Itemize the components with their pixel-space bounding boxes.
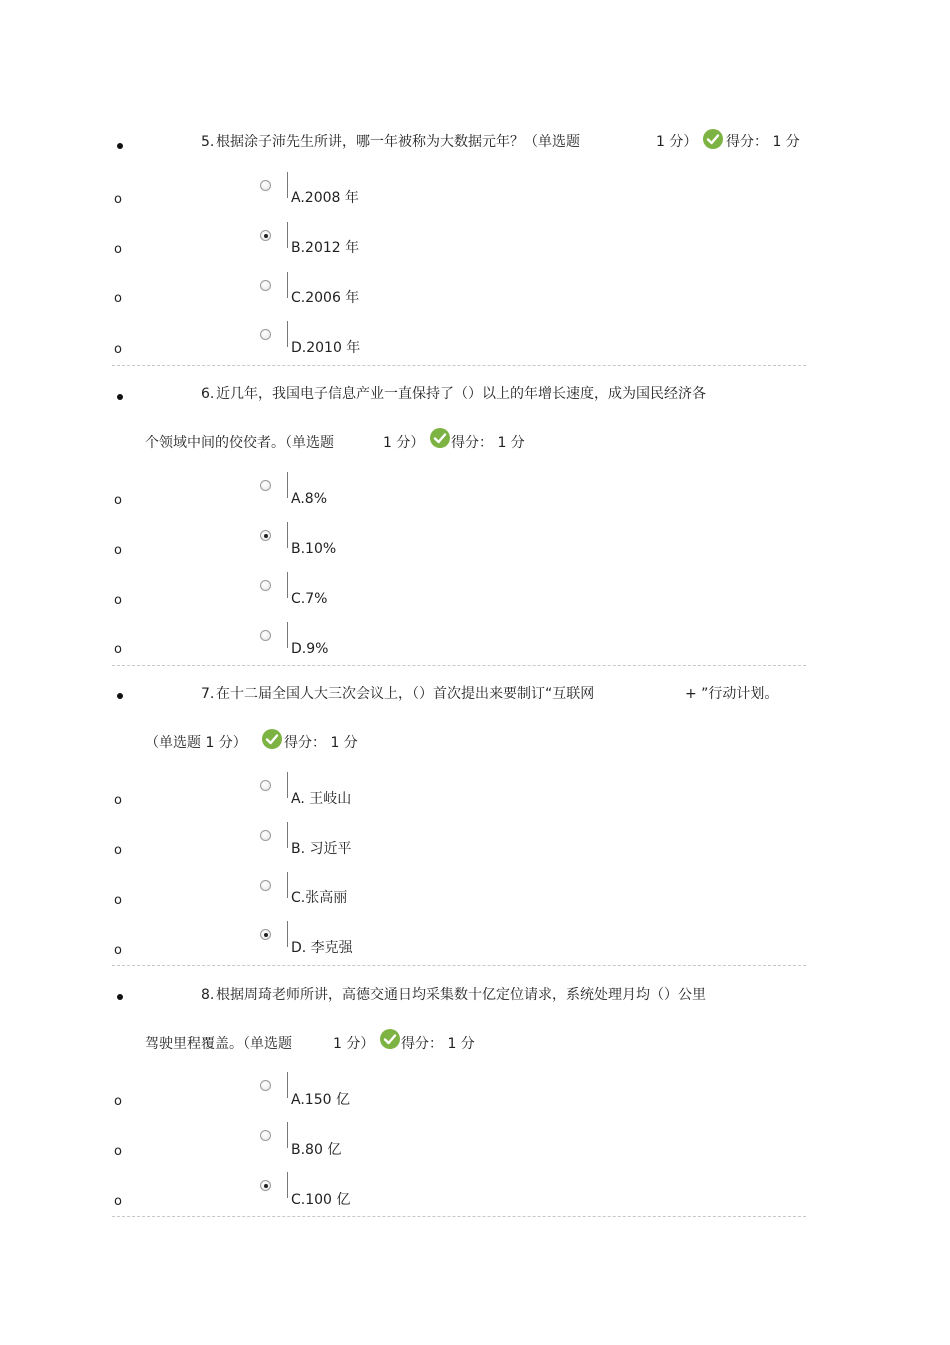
option-divider <box>287 321 288 347</box>
option-divider <box>287 522 288 548</box>
option-b-label: B.10% <box>291 541 337 557</box>
question-7-type-points: （单选题 1 分） <box>145 735 247 751</box>
question-6-points: 1 分） <box>383 435 425 451</box>
bullet-icon <box>117 143 123 149</box>
question-5-number: 5. <box>201 134 215 150</box>
option-divider <box>287 222 288 248</box>
bullet-icon <box>117 994 123 1000</box>
option-divider <box>287 921 288 947</box>
option-a-label: A.2008 年 <box>291 190 359 206</box>
option-d-label: D.9% <box>291 641 329 657</box>
option-a-label: A.8% <box>291 491 327 507</box>
question-8-text: 根据周琦老师所讲，高德交通日均采集数十亿定位请求，系统处理月均（）公里 <box>216 987 706 1003</box>
radio-option-b-selected[interactable] <box>260 530 271 541</box>
option-divider <box>287 572 288 598</box>
question-8-number: 8. <box>201 987 215 1003</box>
divider <box>112 965 806 966</box>
list-marker: o <box>114 192 122 207</box>
list-marker: o <box>114 943 122 958</box>
bullet-icon <box>117 693 123 699</box>
option-divider <box>287 472 288 498</box>
list-marker: o <box>114 242 122 257</box>
question-5-score: 得分： 1 分 <box>726 134 800 150</box>
check-circle-icon <box>703 129 723 149</box>
question-7-text: 在十二届全国人大三次会议上，（）首次提出来要制订“互联网 <box>216 686 595 702</box>
option-a-label: A. 王岐山 <box>291 791 352 807</box>
option-divider <box>287 172 288 198</box>
option-divider <box>287 772 288 798</box>
question-7-score: 得分： 1 分 <box>284 735 358 751</box>
bullet-icon <box>117 394 123 400</box>
option-d-label: D. 李克强 <box>291 940 353 956</box>
divider <box>112 665 806 666</box>
radio-option-c-selected[interactable] <box>260 1180 271 1191</box>
radio-option-a[interactable] <box>260 1080 271 1091</box>
radio-option-a[interactable] <box>260 180 271 191</box>
radio-option-a[interactable] <box>260 480 271 491</box>
question-7-text-tail: + ”行动计划。 <box>685 686 779 702</box>
list-marker: o <box>114 1144 122 1159</box>
option-d-label: D.2010 年 <box>291 340 361 356</box>
radio-option-b[interactable] <box>260 1130 271 1141</box>
option-divider <box>287 822 288 848</box>
radio-option-a[interactable] <box>260 780 271 791</box>
check-circle-icon <box>380 1029 400 1049</box>
question-5-points: 1 分） <box>656 134 698 150</box>
divider <box>112 365 806 366</box>
radio-option-c[interactable] <box>260 880 271 891</box>
option-divider <box>287 622 288 648</box>
question-8-score: 得分： 1 分 <box>401 1036 475 1052</box>
list-marker: o <box>114 793 122 808</box>
option-divider <box>287 272 288 298</box>
list-marker: o <box>114 493 122 508</box>
radio-option-d[interactable] <box>260 630 271 641</box>
option-divider <box>287 1122 288 1148</box>
list-marker: o <box>114 543 122 558</box>
option-divider <box>287 1072 288 1098</box>
question-7-number: 7. <box>201 686 215 702</box>
list-marker: o <box>114 342 122 357</box>
radio-option-c[interactable] <box>260 580 271 591</box>
list-marker: o <box>114 642 122 657</box>
list-marker: o <box>114 291 122 306</box>
radio-option-b-selected[interactable] <box>260 230 271 241</box>
radio-option-b[interactable] <box>260 830 271 841</box>
list-marker: o <box>114 843 122 858</box>
question-8-text-cont: 驾驶里程覆盖。（单选题 <box>145 1036 292 1052</box>
list-marker: o <box>114 1094 122 1109</box>
radio-option-c[interactable] <box>260 280 271 291</box>
check-circle-icon <box>262 729 282 749</box>
question-6-text: 近几年，我国电子信息产业一直保持了（）以上的年增长速度，成为国民经济各 <box>216 386 706 402</box>
option-divider <box>287 872 288 898</box>
option-c-label: C.7% <box>291 591 328 607</box>
check-circle-icon <box>430 428 450 448</box>
list-marker: o <box>114 593 122 608</box>
option-c-label: C.2006 年 <box>291 290 360 306</box>
option-b-label: B.2012 年 <box>291 240 360 256</box>
question-5-text: 根据涂子沛先生所讲，哪一年被称为大数据元年？（单选题 <box>216 134 580 150</box>
divider <box>112 1216 806 1217</box>
question-6-number: 6. <box>201 386 215 402</box>
option-c-label: C.100 亿 <box>291 1192 351 1208</box>
option-c-label: C.张高丽 <box>291 890 348 906</box>
question-8-points: 1 分） <box>333 1036 375 1052</box>
option-divider <box>287 1172 288 1198</box>
option-a-label: A.150 亿 <box>291 1092 350 1108</box>
option-b-label: B. 习近平 <box>291 841 352 857</box>
question-6-score: 得分： 1 分 <box>451 435 525 451</box>
list-marker: o <box>114 893 122 908</box>
radio-option-d[interactable] <box>260 329 271 340</box>
radio-option-d-selected[interactable] <box>260 929 271 940</box>
list-marker: o <box>114 1194 122 1209</box>
option-b-label: B.80 亿 <box>291 1142 342 1158</box>
question-6-text-cont: 个领域中间的佼佼者。（单选题 <box>145 435 334 451</box>
